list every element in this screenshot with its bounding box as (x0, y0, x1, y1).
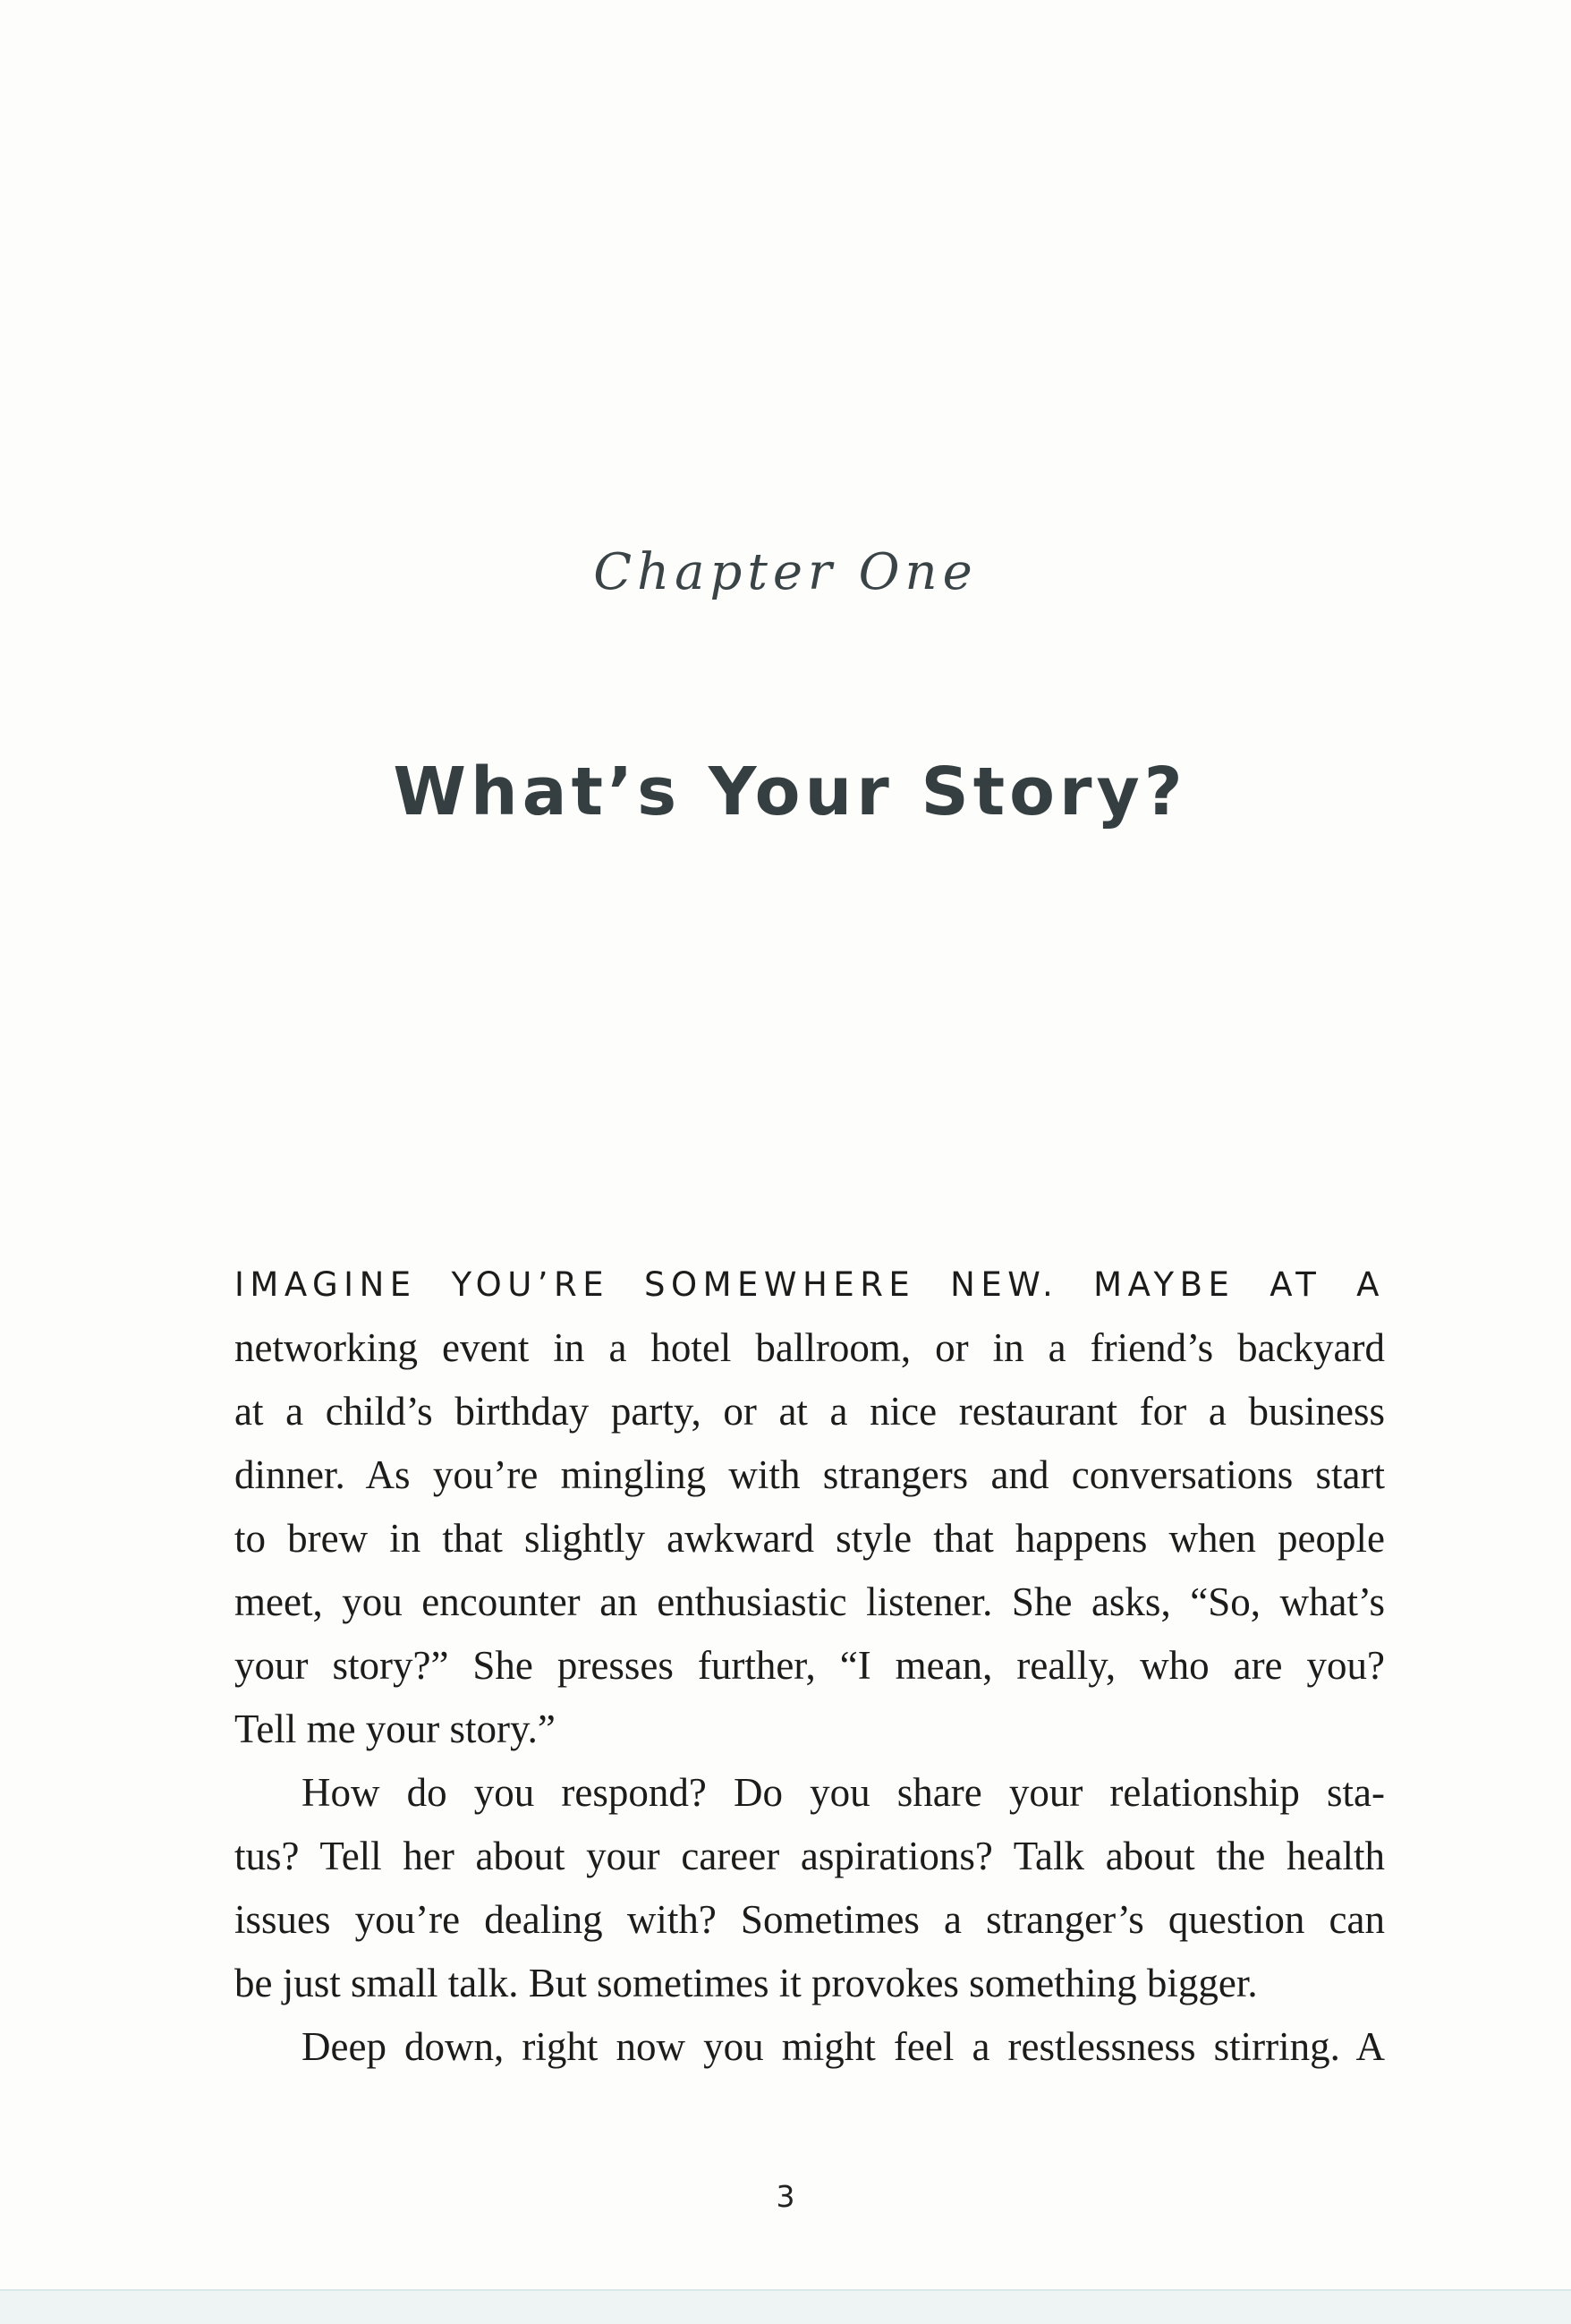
body-line: tus? Tell her about your career aspirations? Talk about the health (234, 1834, 1385, 1878)
body-line: Deep down, right now you might feel a restlessness stirring. A (301, 2024, 1385, 2069)
body-line: issues you’re dealing with? Sometimes a stranger’s question can (234, 1897, 1385, 1942)
body-line: Tell me your story.” (234, 1707, 556, 1751)
page-edge-strip (0, 2289, 1571, 2324)
page-number: 3 (776, 2179, 795, 2214)
body-line: meet, you encounter an enthusiastic listener. She asks, “So, what’s (234, 1579, 1385, 1624)
body-line: at a child’s birthday party, or at a nice restaurant for a business (234, 1389, 1385, 1434)
body-line: be just small talk. But sometimes it provokes something bigger. (234, 1961, 1258, 2005)
body-line: dinner. As you’re mingling with strangers and conversations start (234, 1452, 1385, 1497)
body-line: networking event in a hotel ballroom, or in a friend’s backyard (234, 1325, 1385, 1370)
chapter-title: What’s Your Story? (393, 753, 1187, 830)
body-line: to brew in that slightly awkward style that happens when people (234, 1516, 1385, 1561)
body-line: How do you respond? Do you share your relationship sta- (301, 1770, 1385, 1815)
chapter-label: Chapter One (593, 543, 978, 601)
body-line: your story?” She presses further, “I mean, really, who are you? (234, 1643, 1385, 1688)
opening-line: IMAGINE YOU’RE SOMEWHERE NEW. MAYBE AT A (234, 1265, 1385, 1304)
body-text (234, 1253, 1385, 2079)
